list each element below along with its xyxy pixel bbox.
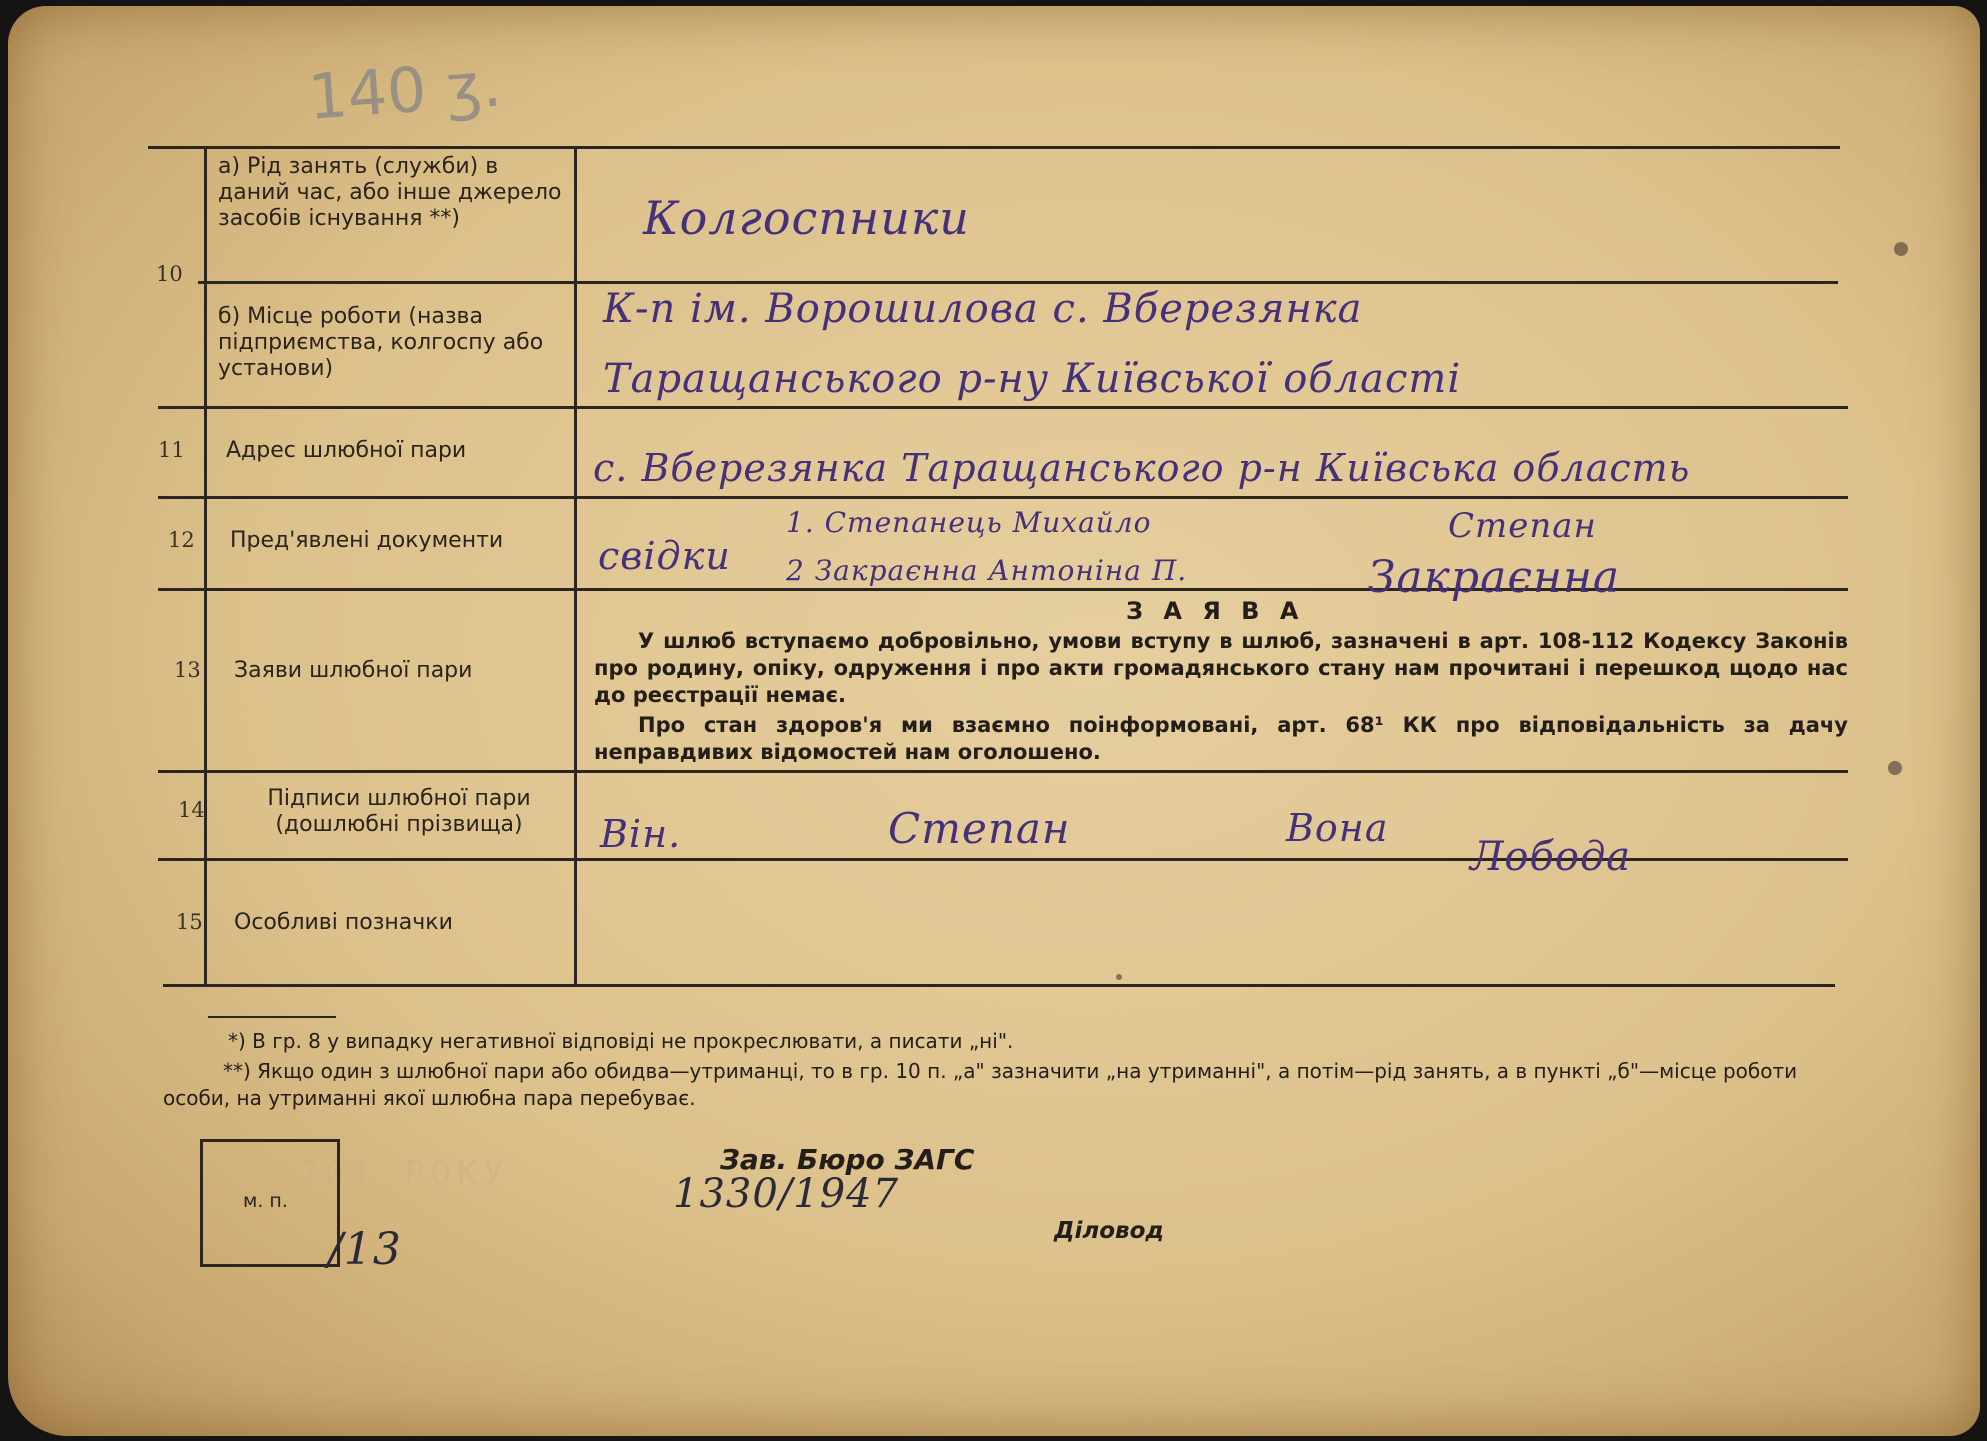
witness-1-signature: Степан: [1448, 506, 1597, 546]
groom-prefix: Він.: [600, 812, 682, 856]
witness-2-signature: Закраєнна: [1368, 552, 1621, 603]
row-number-15: 15: [176, 910, 203, 934]
row-13-label: Заяви шлюбної пари: [234, 658, 473, 683]
table-top-border: [148, 146, 1840, 149]
workplace-value-line2: Таращанського р-ну Київської області: [603, 356, 1462, 402]
row-number-14: 14: [178, 798, 205, 822]
clerk-title: Діловод: [1054, 1218, 1164, 1244]
row-number-13: 13: [174, 658, 201, 682]
footnote-2: **) Якщо один з шлюбної пари або обидва—утриманці, то в гр. 10 п. „а" зазначити „на утриманні", а потім—рід занять, а в пункті „б"—місце роботи особи, на утриманні якої шлюбна пара перебуває.: [163, 1059, 1798, 1110]
row-15-label: Особливі позначки: [234, 910, 453, 935]
statement-heading: З А Я В А: [1126, 597, 1305, 625]
row-10a-divider: [198, 281, 1838, 284]
handwritten-registration-number: 1330/1947: [673, 1171, 900, 1217]
bride-signature: Лобода: [1470, 834, 1632, 880]
witness-1: 1. Степанець Михайло: [786, 506, 1152, 539]
handwritten-slash-number: /13: [328, 1224, 402, 1275]
row-14-label: Підписи шлюбної пари (дошлюбні прізвища): [267, 786, 531, 837]
footnote-rule: [208, 1016, 336, 1018]
ink-dot: [1116, 974, 1122, 980]
row-13-divider: [158, 770, 1848, 773]
row-10b-label: б) Місце роботи (назва підприємства, колгоспу або установи): [218, 304, 544, 381]
workplace-value-line1: К-п ім. Ворошилова с. Вберезянка: [603, 286, 1363, 332]
statement-paragraph-1: У шлюб вступаємо добровільно, умови вступу в шлюб, зазначені в арт. 108-112 Кодексу Законів про родину, опіку, одруження і про акти громадянського стану нам прочитані і перешкод щодо нас до реєстрації немає.: [594, 629, 1848, 707]
faded-stamp-text: 201 РОКУ: [298, 1154, 510, 1194]
table-bottom-border: [163, 984, 1835, 987]
groom-signature: Степан: [888, 804, 1071, 853]
witness-2: 2 Закраєнна Антоніна П.: [786, 554, 1188, 587]
document-page: [8, 6, 1980, 1436]
occupation-value: Колгоспники: [643, 191, 970, 245]
bride-prefix: Вона: [1286, 806, 1389, 850]
row-number-12: 12: [168, 528, 195, 552]
address-value: с. Вберезянка Таращанського р-н Київська область: [593, 446, 1691, 490]
row-number-10: 10: [156, 262, 183, 286]
row-12-label: Пред'явлені документи: [230, 528, 504, 553]
row-11-label: Адрес шлюбної пари: [226, 438, 467, 463]
documents-prefix: свідки: [598, 534, 731, 578]
row-10-divider: [158, 406, 1848, 409]
punch-hole: [1894, 242, 1908, 256]
statement-paragraph-2: Про стан здоров'я ми взаємно поінформовані, арт. 68¹ КК про відповідальність за дачу неправдивих відомостей нам оголошено.: [594, 713, 1848, 764]
row-10a-label: а) Рід занять (служби) в даний час, або інше джерело засобів існування **): [218, 154, 562, 231]
registry-head-title: Зав. Бюро ЗАГС: [720, 1143, 975, 1176]
row-11-divider: [158, 496, 1848, 499]
row-number-11: 11: [158, 438, 185, 462]
seal-placeholder-box: [200, 1139, 340, 1267]
pencil-archive-number: 140 ʒ.: [305, 47, 504, 134]
punch-hole: [1888, 761, 1902, 775]
footnote-1: *) В гр. 8 у випадку негативної відповіді не прокреслювати, а писати „ні".: [228, 1029, 1014, 1053]
seal-placeholder-label: м. п.: [243, 1190, 288, 1212]
